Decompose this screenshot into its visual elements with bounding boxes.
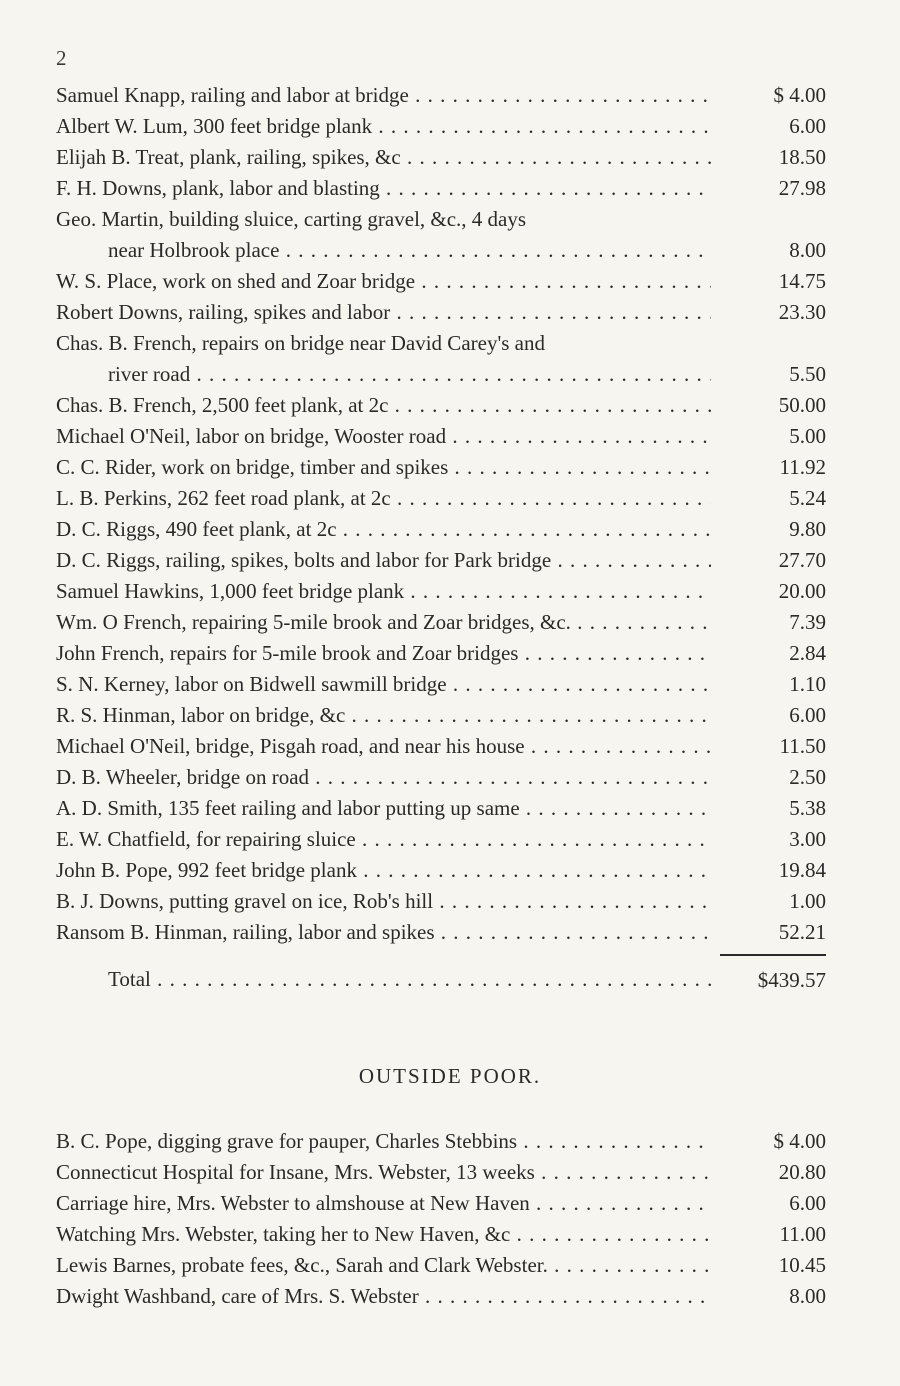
- entry-description-line: D. B. Wheeler, bridge on road: [56, 765, 310, 789]
- entry-amount: 5.00: [789, 424, 826, 448]
- ledger-row: [56, 700, 826, 731]
- section-heading-outside-poor: OUTSIDE POOR.: [358, 1064, 542, 1088]
- entry-amount: 2.84: [789, 641, 826, 665]
- entry-description-line: D. C. Riggs, railing, spikes, bolts and labor for Park bridge: [56, 548, 552, 572]
- entry-amount: 5.24: [789, 486, 826, 510]
- ledger-row: [56, 731, 826, 762]
- entry-amount: 3.00: [789, 827, 826, 851]
- entry-description-line: Wm. O French, repairing 5-mile brook and Zoar bridges, &c.: [56, 610, 571, 634]
- ledger-row: [56, 545, 826, 576]
- ledger-row: [56, 1126, 826, 1157]
- entry-amount: 8.00: [789, 1284, 826, 1308]
- ledger-row: [56, 793, 826, 824]
- entry-description: [56, 793, 711, 824]
- entry-description-line: A. D. Smith, 135 feet railing and labor putting up same: [56, 796, 520, 820]
- ledger-row: [56, 917, 826, 948]
- entry-amount: $ 4.00: [773, 83, 826, 107]
- entry-amount: 11.50: [779, 734, 826, 758]
- ledger-row: [56, 1157, 826, 1188]
- entry-amount: 10.45: [778, 1253, 826, 1277]
- entry-amount: 23.30: [778, 300, 826, 324]
- entry-description-line: S. N. Kerney, labor on Bidwell sawmill bridge: [56, 672, 447, 696]
- entry-description: [56, 545, 711, 576]
- entry-description: [56, 1219, 711, 1250]
- entry-description-line: C. C. Rider, work on bridge, timber and spikes: [56, 455, 449, 479]
- entry-description-line: Chas. B. French, repairs on bridge near David Carey's and: [56, 331, 545, 355]
- entry-amount: 1.10: [789, 672, 826, 696]
- ledger-row: [56, 638, 826, 669]
- ledger-row: [56, 452, 826, 483]
- entry-description: [56, 638, 711, 669]
- total-row: [56, 962, 826, 996]
- bridge-expenses-entries: [56, 80, 826, 948]
- ledger-row: [56, 855, 826, 886]
- total-amount: $439.57: [757, 968, 826, 992]
- entry-amount: $ 4.00: [773, 1129, 826, 1153]
- entry-description-line: Chas. B. French, 2,500 feet plank, at 2c: [56, 393, 389, 417]
- entry-description: [56, 917, 711, 948]
- ledger-row: [56, 576, 826, 607]
- entry-description-line: Robert Downs, railing, spikes and labor: [56, 300, 391, 324]
- entry-description-line: Dwight Washband, care of Mrs. S. Webster: [56, 1284, 419, 1308]
- entry-description-line: Samuel Knapp, railing and labor at bridge: [56, 83, 409, 107]
- ledger-row: [56, 886, 826, 917]
- entry-amount: 27.70: [778, 548, 826, 572]
- ledger-row: [56, 328, 826, 390]
- entry-description-line: Samuel Hawkins, 1,000 feet bridge plank: [56, 579, 405, 603]
- entry-description-line: Carriage hire, Mrs. Webster to almshouse at New Haven: [56, 1191, 530, 1215]
- entry-description: [56, 855, 711, 886]
- entry-description-line: John B. Pope, 992 feet bridge plank: [56, 858, 357, 882]
- ledger-row: [56, 421, 826, 452]
- entry-amount: 2.50: [789, 765, 826, 789]
- entry-description-line: river road . . .: [56, 359, 711, 390]
- ledger-row: [56, 607, 826, 638]
- entry-description-line: F. H. Downs, plank, labor and blasting: [56, 176, 380, 200]
- ledger-row: [56, 297, 826, 328]
- entry-description: [56, 1188, 711, 1219]
- outside-poor-entries: [56, 1126, 826, 1312]
- entry-description: [56, 762, 711, 793]
- ledger-row: [56, 173, 826, 204]
- entry-description: [56, 297, 711, 328]
- entry-description-line: R. S. Hinman, labor on bridge, &c: [56, 703, 346, 727]
- entry-description-line: B. C. Pope, digging grave for pauper, Charles Stebbins: [56, 1129, 518, 1153]
- entry-description-line: Lewis Barnes, probate fees, &c., Sarah and Clark Webster.: [56, 1253, 548, 1277]
- ledger-row: [56, 80, 826, 111]
- entry-description: [56, 142, 711, 173]
- entry-description-line: W. S. Place, work on shed and Zoar bridge: [56, 269, 416, 293]
- entry-amount: 20.00: [778, 579, 826, 603]
- outside-poor-ledger: [56, 1126, 826, 1312]
- ledger-row: [56, 483, 826, 514]
- entry-amount: 18.50: [778, 145, 826, 169]
- entry-description-line: Michael O'Neil, labor on bridge, Wooster road: [56, 424, 447, 448]
- entry-description: [56, 421, 711, 452]
- total-rule: [56, 948, 826, 962]
- ledger-row: [56, 204, 826, 266]
- entry-description-line: E. W. Chatfield, for repairing sluice: [56, 827, 356, 851]
- page-number: 2: [56, 46, 67, 70]
- ledger-row: [56, 514, 826, 545]
- entry-description: [56, 1126, 711, 1157]
- entry-description-line: Ransom B. Hinman, railing, labor and spikes: [56, 920, 435, 944]
- entry-amount: 9.80: [789, 517, 826, 541]
- entry-description-line: near Holbrook place . . .: [56, 235, 711, 266]
- entry-description: [56, 731, 711, 762]
- entry-description: [56, 576, 711, 607]
- entry-description: [56, 514, 711, 545]
- entry-description-line: B. J. Downs, putting gravel on ice, Rob's hill: [56, 889, 434, 913]
- entry-amount: 11.00: [779, 1222, 826, 1246]
- entry-description-line: John French, repairs for 5-mile brook and Zoar bridges: [56, 641, 519, 665]
- entry-amount: 8.00: [789, 238, 826, 262]
- entry-description-line: Geo. Martin, building sluice, carting gravel, &c., 4 days: [56, 207, 527, 231]
- entry-description: [56, 1281, 711, 1312]
- ledger-row: [56, 1281, 826, 1312]
- entry-description-line: D. C. Riggs, 490 feet plank, at 2c: [56, 517, 337, 541]
- ledger-row: [56, 824, 826, 855]
- entry-amount: 1.00: [789, 889, 826, 913]
- entry-description: [56, 204, 711, 266]
- entry-amount: 19.84: [778, 858, 826, 882]
- entry-description: [56, 824, 711, 855]
- entry-description: [56, 390, 711, 421]
- entry-description: [56, 669, 711, 700]
- entry-description-line: Watching Mrs. Webster, taking her to New Haven, &c: [56, 1222, 511, 1246]
- ledger-row: [56, 1250, 826, 1281]
- entry-description-line: Connecticut Hospital for Insane, Mrs. Webster, 13 weeks: [56, 1160, 535, 1184]
- ledger-row: [56, 390, 826, 421]
- entry-description: [56, 111, 711, 142]
- entry-amount: 6.00: [789, 703, 826, 727]
- entry-description: [56, 266, 711, 297]
- entry-description: [56, 80, 711, 111]
- ledger-row: [56, 266, 826, 297]
- entry-amount: 6.00: [789, 1191, 826, 1215]
- entry-amount: 5.50: [789, 362, 826, 386]
- entry-description-line: Albert W. Lum, 300 feet bridge plank: [56, 114, 373, 138]
- entry-amount: 27.98: [778, 176, 826, 200]
- entry-description: [56, 1250, 711, 1281]
- ledger-row: [56, 111, 826, 142]
- entry-description: [56, 607, 711, 638]
- entry-amount: 6.00: [789, 114, 826, 138]
- bridge-expenses-ledger: [56, 80, 826, 996]
- total-label: Total . . .: [108, 962, 711, 996]
- entry-description: [56, 886, 711, 917]
- entry-description: [56, 452, 711, 483]
- entry-description: [56, 173, 711, 204]
- entry-description-line: L. B. Perkins, 262 feet road plank, at 2c: [56, 486, 391, 510]
- entry-amount: 20.80: [778, 1160, 826, 1184]
- entry-amount: 7.39: [789, 610, 826, 634]
- entry-amount: 52.21: [778, 920, 826, 944]
- entry-description: [56, 483, 711, 514]
- ledger-row: [56, 669, 826, 700]
- ledger-row: [56, 762, 826, 793]
- entry-description-line: Michael O'Neil, bridge, Pisgah road, and near his house: [56, 734, 525, 758]
- ledger-row: [56, 1188, 826, 1219]
- entry-description: [56, 700, 711, 731]
- entry-amount: 14.75: [778, 269, 826, 293]
- entry-amount: 50.00: [778, 393, 826, 417]
- entry-description: [56, 1157, 711, 1188]
- entry-description-line: Elijah B. Treat, plank, railing, spikes, &c: [56, 145, 401, 169]
- entry-description: [56, 328, 711, 390]
- entry-amount: 5.38: [789, 796, 826, 820]
- entry-amount: 11.92: [779, 455, 826, 479]
- ledger-row: [56, 142, 826, 173]
- ledger-row: [56, 1219, 826, 1250]
